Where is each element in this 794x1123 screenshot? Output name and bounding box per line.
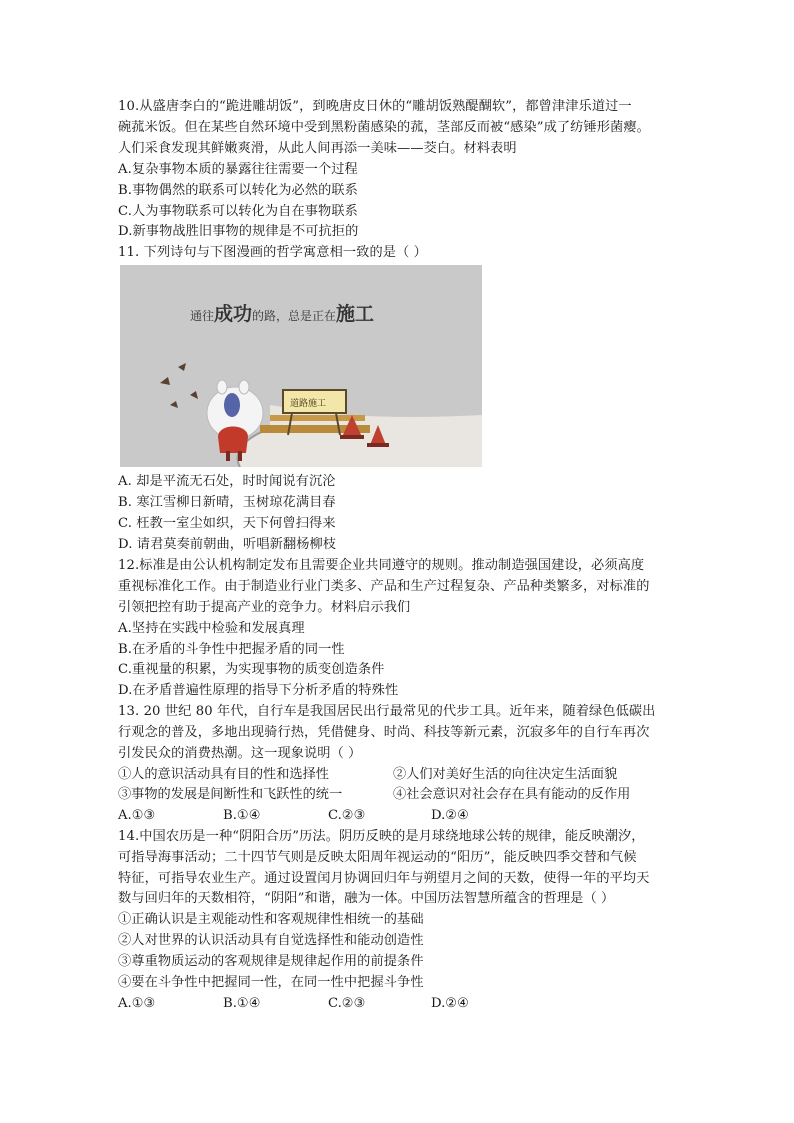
q10-stem-line-3: 人们采食发现其鲜嫩爽滑，从此人间再添一美味——茭白。材料表明 xyxy=(118,141,517,156)
q14-choice-b: B.①④ xyxy=(223,996,261,1011)
q14-choice-d: D.②④ xyxy=(431,996,469,1011)
q10-option-c: C.人为事物联系可以转化为自在事物联系 xyxy=(118,204,358,219)
q14-choice-a: A.①③ xyxy=(118,996,156,1011)
comic-caption xyxy=(190,299,374,326)
q12-option-d: D.在矛盾普遍性原理的指导下分析矛盾的特殊性 xyxy=(118,683,399,698)
comic-illustration xyxy=(120,265,482,467)
q14-statement-3: ③尊重物质运动的客观规律是规律起作用的前提条件 xyxy=(118,954,424,969)
q13-statement-2: ②人们对美好生活的向往决定生活面貌 xyxy=(393,767,618,782)
comic-sign-text: 道路施工 xyxy=(290,399,327,409)
q14-stem-line-4: 数与回归年的天数相符，“阴阳”和谐，融为一体。中国历法智慧所蕴含的哲理是（ ） xyxy=(118,891,615,906)
q13-statement-4: ④社会意识对社会存在具有能动的反作用 xyxy=(393,787,631,802)
comic-caption-big-1: 成功 xyxy=(214,303,253,325)
q11-stem: 11. 下列诗句与下图漫画的哲学寓意相一致的是（ ） xyxy=(118,245,427,260)
q14-statement-4: ④要在斗争性中把握同一性，在同一性中把握斗争性 xyxy=(118,975,424,990)
q12-stem-line-3: 引领把控有助于提高产业的竞争力。材料启示我们 xyxy=(118,600,411,615)
q12-option-b: B.在矛盾的斗争性中把握矛盾的同一性 xyxy=(118,642,345,657)
q12-option-c: C.重视量的积累，为实现事物的质变创造条件 xyxy=(118,662,385,677)
q12-stem-line-1: 12.标准是由公认机构制定发布且需要企业共同遵守的规则。推动制造强国建设，必须高度 xyxy=(118,558,645,573)
q14-stem-line-2: 可指导海事活动；二十四节气则是反映太阳周年视运动的“阳历”，能反映四季交替和气候 xyxy=(118,850,637,865)
q14-statement-2: ②人对世界的认识活动具有自觉选择性和能动创造性 xyxy=(118,933,424,948)
q13-choice-b: B.①④ xyxy=(223,808,261,823)
q13-choice-a: A.①③ xyxy=(118,808,156,823)
q14-stem-line-1: 14.中国农历是一种“阴阳合历”历法。阴历反映的是月球绕地球公转的规律，能反映潮汐， xyxy=(118,829,645,844)
q14-choice-c: C.②③ xyxy=(328,996,366,1011)
q11-option-b: B. 寒江雪柳日新晴，玉树琼花满目春 xyxy=(118,495,336,510)
q13-choice-d: D.②④ xyxy=(431,808,469,823)
comic-caption-big-2: 施工 xyxy=(336,303,375,325)
q13-stem-line-3: 引发民众的消费热潮。这一现象说明（ ） xyxy=(118,746,362,761)
q10-option-d: D.新事物战胜旧事物的规律是不可抗拒的 xyxy=(118,224,359,239)
q13-statement-1: ①人的意识活动具有目的性和选择性 xyxy=(118,767,329,782)
comic-caption-mid: 的路，总是正在 xyxy=(252,309,337,323)
q13-stem-line-2: 行观念的普及，多地出现骑行热，凭借健身、时尚、科技等新元素，沉寂多年的自行车再次 xyxy=(118,725,650,740)
q10-stem-line-1: 10.从盛唐李白的“跪进雕胡饭”，到晚唐皮日休的“雕胡饭熟醍醐软”，都曾津津乐道过一 xyxy=(118,99,632,114)
q11-option-d: D. 请君莫奏前朝曲，听唱新翻杨柳枝 xyxy=(118,537,337,552)
q10-option-b: B.事物偶然的联系可以转化为必然的联系 xyxy=(118,183,358,198)
q12-option-a: A.坚持在实践中检验和发展真理 xyxy=(118,621,305,636)
q14-stem-line-3: 特征，可指导农业生产。通过设置闰月协调回归年与朔望月之间的天数，使得一年的平均天 xyxy=(118,871,650,886)
comic-caption-pre: 通往 xyxy=(190,309,215,323)
q13-choice-c: C.②③ xyxy=(328,808,366,823)
q11-option-a: A. 却是平流无石处，时时闻说有沉沦 xyxy=(118,474,336,489)
q13-statement-3: ③事物的发展是间断性和飞跃性的统一 xyxy=(118,787,343,802)
q10-stem-line-2: 碗菰米饭。但在某些自然环境中受到黑粉菌感染的菰，茎部反而被“感染”成了纺锤形菌瘿。 xyxy=(118,120,650,135)
q11-option-c: C. 枉教一室尘如织，天下何曾扫得来 xyxy=(118,516,336,531)
q13-stem-line-1: 13. 20 世纪 80 年代，自行车是我国居民出行最常见的代步工具。近年来，随着绿色低碳出 xyxy=(118,704,656,719)
q10-option-a: A.复杂事物本质的暴露往往需要一个过程 xyxy=(118,162,358,177)
q14-statement-1: ①正确认识是主观能动性和客观规律性相统一的基础 xyxy=(118,912,424,927)
q12-stem-line-2: 重视标准化工作。由于制造业行业门类多、产品和生产过程复杂、产品种类繁多，对标准的 xyxy=(118,579,650,594)
